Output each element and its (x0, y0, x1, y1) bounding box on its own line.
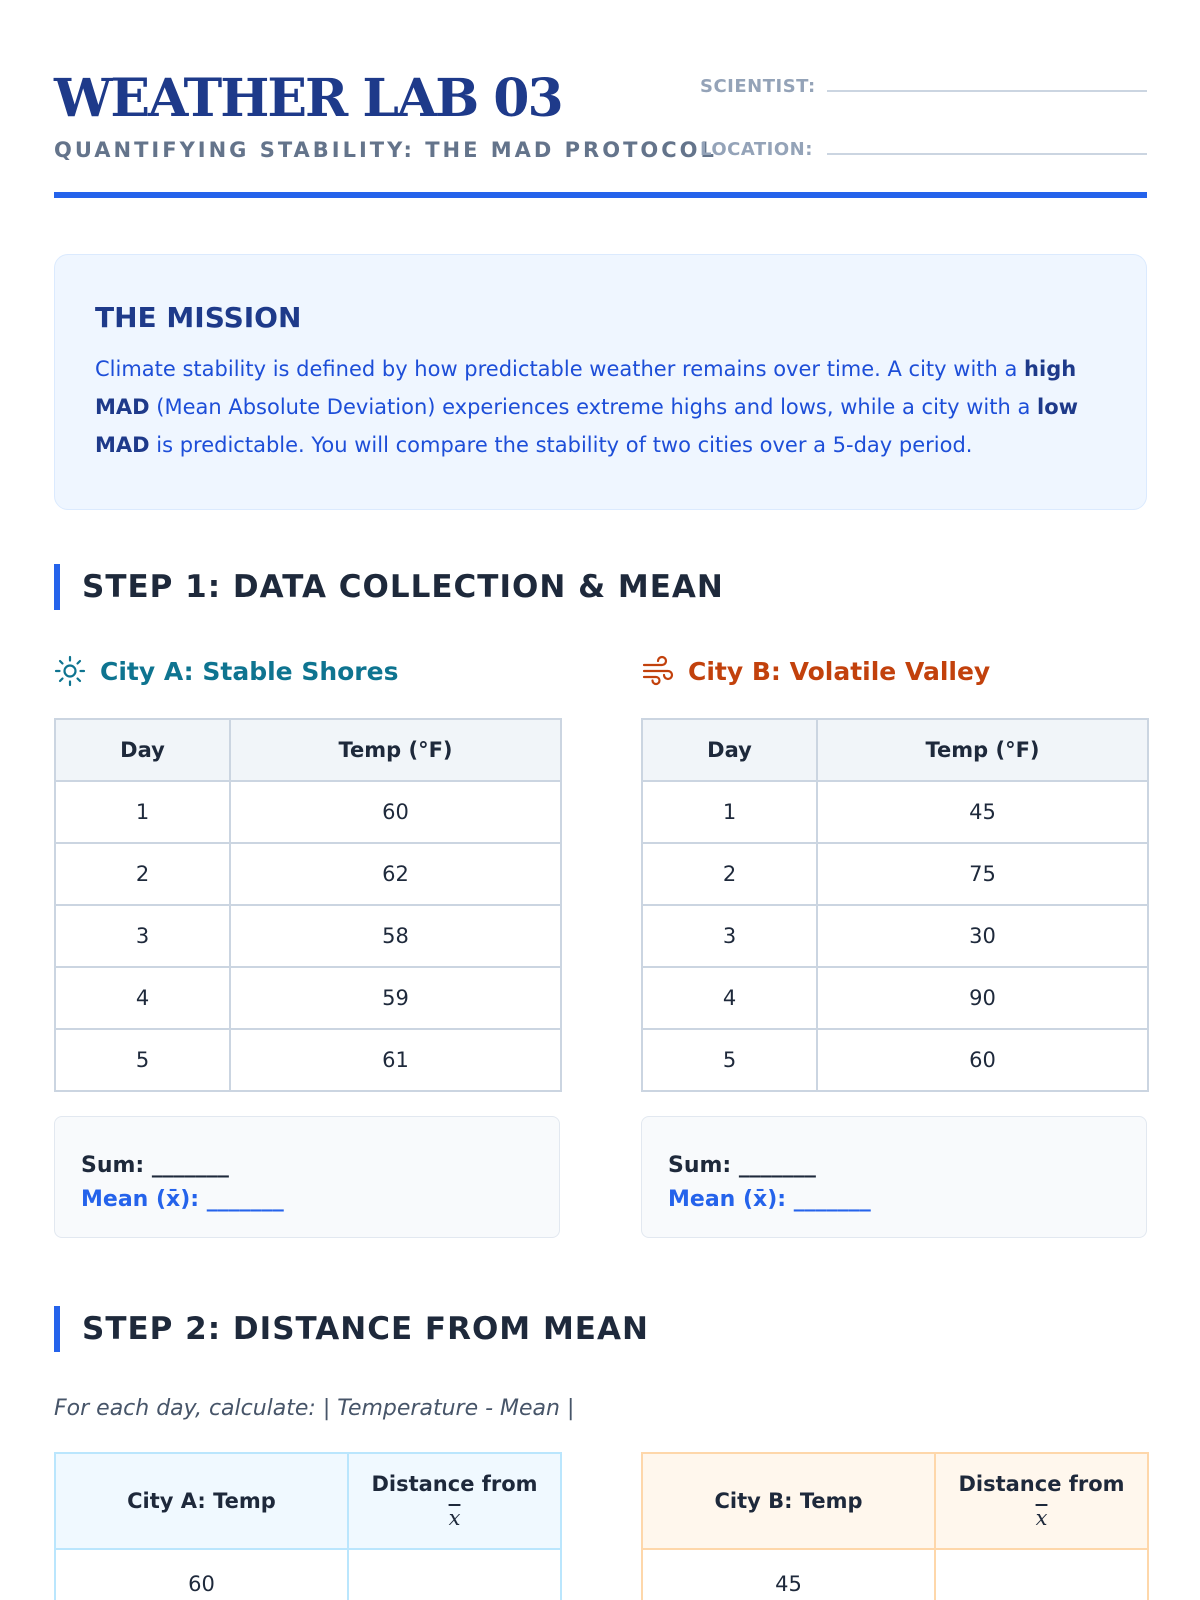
city-a-title (54, 655, 398, 687)
temp-cell: 90 (817, 967, 1148, 1029)
table-row (55, 1549, 561, 1600)
temp-cell: 62 (230, 843, 561, 905)
col-temp-header: Temp (°F) (230, 719, 561, 781)
step2-heading: STEP 2: DISTANCE FROM MEAN (54, 1306, 649, 1352)
temp-cell: 59 (230, 967, 561, 1029)
table-row (642, 843, 1148, 905)
table-row (642, 781, 1148, 843)
day-cell: 5 (55, 1029, 230, 1091)
scientist-field[interactable] (827, 90, 1147, 92)
day-cell: 2 (642, 843, 817, 905)
city-a-data-table (54, 718, 562, 1092)
table-row (55, 781, 561, 843)
city-a-summary-box (54, 1116, 560, 1238)
city-b-name: City B: Volatile Valley (688, 656, 991, 686)
step2-instruction: For each day, calculate: | Temperature - Mean | (54, 1396, 575, 1421)
city-a-name: City A: Stable Shores (100, 656, 399, 686)
mission-box (54, 254, 1147, 510)
page-subtitle: QUANTIFYING STABILITY: THE MAD PROTOCOL (54, 138, 717, 162)
page-title: WEATHER LAB 03 (54, 68, 562, 129)
temp-cell: 61 (230, 1029, 561, 1091)
table-row (55, 967, 561, 1029)
day-cell: 1 (642, 781, 817, 843)
header-divider (54, 192, 1147, 198)
col-temp-header: Temp (°F) (817, 719, 1148, 781)
temp-cell: 30 (817, 905, 1148, 967)
city-a-sum-field[interactable]: Sum: _______ (81, 1153, 229, 1178)
wind-icon (642, 655, 674, 687)
day-cell: 4 (55, 967, 230, 1029)
table-row (55, 905, 561, 967)
table-row (642, 1549, 1148, 1600)
temp-cell: 60 (230, 781, 561, 843)
table-row (642, 905, 1148, 967)
mission-title: THE MISSION (95, 301, 302, 334)
sun-icon (54, 655, 86, 687)
col-city-a-temp-header: City A: Temp (55, 1453, 348, 1549)
col-distance-header: Distance from $\overline{x}$ (935, 1453, 1148, 1549)
temp-cell: 58 (230, 905, 561, 967)
temp-cell: 60 (817, 1029, 1148, 1091)
city-b-summary-box (641, 1116, 1147, 1238)
city-a-distance-table (54, 1452, 562, 1600)
table-row (55, 1029, 561, 1091)
distance-input-cell[interactable] (348, 1549, 561, 1600)
scientist-label: SCIENTIST: (700, 76, 816, 97)
city-b-mean-field[interactable]: Mean (x̄): _______ (668, 1187, 871, 1212)
day-cell: 3 (642, 905, 817, 967)
city-b-sum-field[interactable]: Sum: _______ (668, 1153, 816, 1178)
worksheet-header (54, 60, 1147, 200)
col-city-b-temp-header: City B: Temp (642, 1453, 935, 1549)
table-row (642, 967, 1148, 1029)
city-b-distance-table (641, 1452, 1149, 1600)
temp-cell: 60 (55, 1549, 348, 1600)
temp-cell: 75 (817, 843, 1148, 905)
city-b-data-table (641, 718, 1149, 1092)
location-field[interactable] (827, 153, 1147, 155)
col-distance-header: Distance from $\overline{x}$ (348, 1453, 561, 1549)
day-cell: 2 (55, 843, 230, 905)
city-b-title (642, 655, 990, 687)
distance-input-cell[interactable] (935, 1549, 1148, 1600)
table-row (55, 843, 561, 905)
day-cell: 1 (55, 781, 230, 843)
location-label: LOCATION: (700, 139, 813, 160)
col-day-header: Day (55, 719, 230, 781)
day-cell: 5 (642, 1029, 817, 1091)
city-a-mean-field[interactable]: Mean (x̄): _______ (81, 1187, 284, 1212)
day-cell: 3 (55, 905, 230, 967)
step1-heading: STEP 1: DATA COLLECTION & MEAN (54, 564, 724, 610)
col-day-header: Day (642, 719, 817, 781)
table-row (642, 1029, 1148, 1091)
day-cell: 4 (642, 967, 817, 1029)
mission-text: Climate stability is defined by how predictable weather remains over time. A city with a high MAD (Mean Absolute Deviation) experiences extreme highs and lows, while a city with a low MAD is predictable. You will compare the stability of two cities over a 5-day period. (95, 357, 1079, 457)
temp-cell: 45 (817, 781, 1148, 843)
temp-cell: 45 (642, 1549, 935, 1600)
